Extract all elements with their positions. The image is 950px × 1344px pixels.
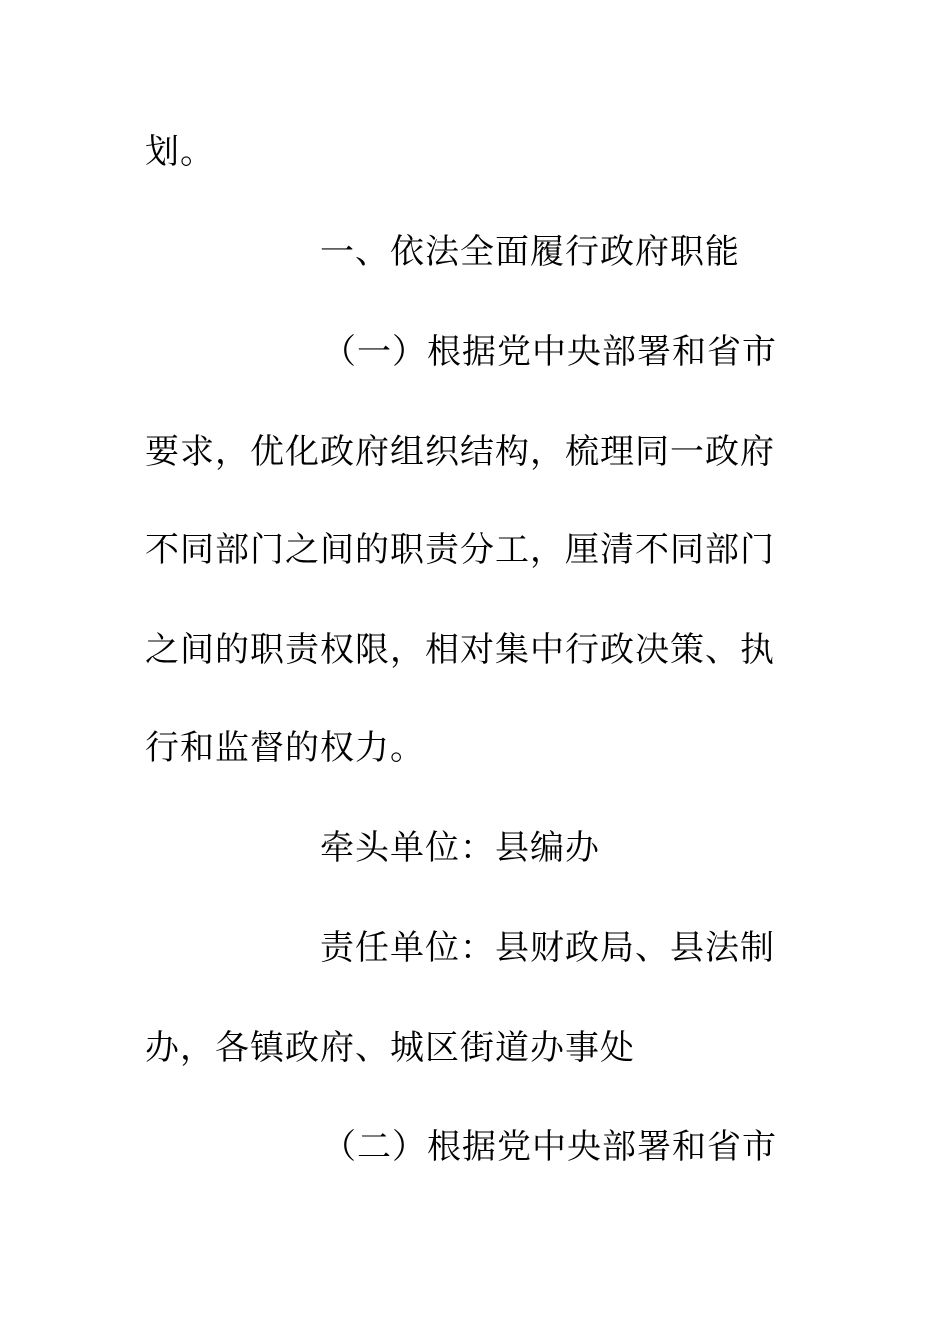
responsible-unit-continuation: 办，各镇政府、城区街道办事处 [145,1028,635,1068]
item-1-body-line: 行和监督的权力。 [145,728,425,768]
section-heading: 一、依法全面履行政府职能 [320,232,740,272]
item-1-body-line: 要求，优化政府组织结构，梳理同一政府 [145,432,775,472]
responsible-unit-line: 责任单位：县财政局、县法制 [320,928,775,968]
item-2-first-line: （二）根据党中央部署和省市 [322,1127,777,1167]
item-1-body-line: 之间的职责权限，相对集中行政决策、执 [145,630,775,670]
item-1-first-line: （一）根据党中央部署和省市 [322,332,777,372]
item-1-body-line: 不同部门之间的职责分工，厘清不同部门 [145,530,775,570]
lead-unit-line: 牵头单位：县编办 [320,828,600,868]
paragraph-continuation-line: 划。 [145,132,215,172]
